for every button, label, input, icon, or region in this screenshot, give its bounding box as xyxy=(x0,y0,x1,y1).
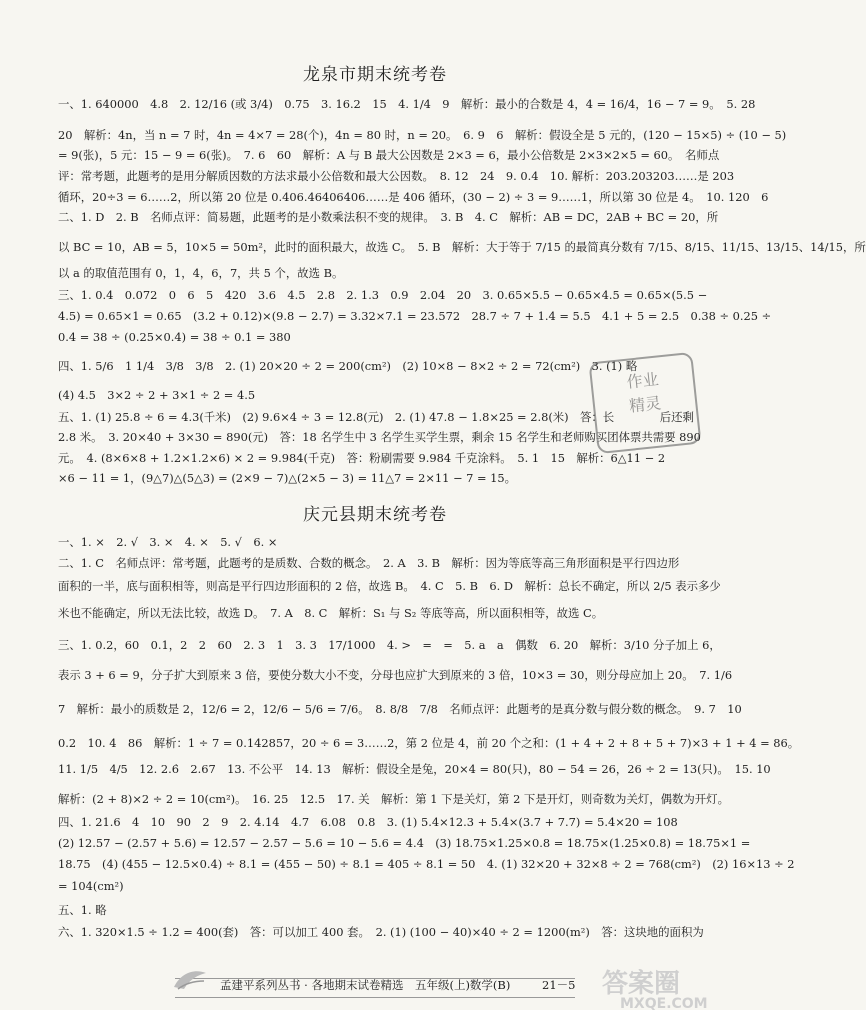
text-line: 四、1. 21.6 4 10 90 2 9 2. 4.14 4.7 6.08 0.8 3. (1) 5.4×12.3 + 5.4×(3.7 + 7.7) = 5.4×20 = 108 xyxy=(58,815,678,829)
site-watermark xyxy=(600,966,748,1010)
text-line: 18.75 (4) (455 − 12.5×0.4) ÷ 8.1 = (455 − 50) ÷ 8.1 = 405 ÷ 8.1 = 50 4. (1) 32×20 + 32×8 ÷ 2 = 768(cm²) (2) 16×13 ÷ 2 xyxy=(58,857,795,871)
text-line: 六、1. 320×1.5 ÷ 1.2 = 400(套) 答：可以加工 400 套。 2. (1) (100 − 40)×40 ÷ 2 = 1200(m²) 答：这块地的面积为 xyxy=(58,925,704,939)
text-line: 解析：(2 + 8)×2 ÷ 2 = 10(cm²)。 16. 25 12.5 17. 关 解析：第 1 下是关灯，第 2 下是开灯，则奇数为关灯，偶数为开灯。 xyxy=(58,792,729,806)
svg-text:作业: 作业 xyxy=(625,369,660,392)
text-line: 米也不能确定，所以无法比较，故选 D。 7. A 8. C 解析：S₁ 与 S₂ 等底等高，所以面积相等，故选 C。 xyxy=(58,606,604,620)
publisher-logo-icon xyxy=(172,967,208,993)
text-line: (2) 12.57 − (2.57 + 5.6) = 12.57 − 2.57 − 5.6 = 10 − 5.6 = 4.4 (3) 18.75×1.25×0.8 = 18.75×(1.25×0.8) = 18.75×1 = xyxy=(58,836,751,850)
text-line: (4) 4.5 3×2 ÷ 2 + 3×1 ÷ 2 = 4.5 xyxy=(58,388,256,402)
text-line: 7 解析：最小的质数是 2，12/6 = 2，12/6 − 5/6 = 7/6。 8. 8/8 7/8 名师点评：此题考的是真分数与假分数的概念。 9. 7 10 xyxy=(58,702,742,716)
section-title-longquan: 龙泉市期末统考卷 xyxy=(303,65,447,85)
text-line: 元。 4. (8×6×8 + 1.2×1.2×6) × 2 = 9.984(千克) 答：粉刷需要 9.984 千克涂料。 5. 1 15 解析：6△11 − 2 xyxy=(58,451,666,465)
svg-text:答案圈: 答案圈 xyxy=(602,969,681,999)
text-line: 0.2 10. 4 86 解析：1 ÷ 7 = 0.142857，20 ÷ 6 = 3……2，第 2 位是 4，前 20 个之和：(1 + 4 + 2 + 8 + 5 + 7)×3 + 1 + 4 = 86。 xyxy=(58,736,800,750)
svg-text:精灵: 精灵 xyxy=(628,393,663,416)
stamp-seal xyxy=(586,352,704,456)
section-title-qingyuan: 庆元县期末统考卷 xyxy=(303,505,447,525)
text-line: 以 BC = 10，AB = 5，10×5 = 50m²，此时的面积最大，故选 C。 5. B 解析：大于等于 7/15 的最简真分数有 7/15、8/15、11/15、13/15、14/15，所 xyxy=(58,240,866,254)
footer-series-text: 孟建平系列丛书 · 各地期末试卷精选 五年级(上)数学(B) xyxy=(220,978,511,992)
text-line: 一、1. × 2. √ 3. × 4. × 5. √ 6. × xyxy=(58,535,278,549)
text-line: 循环，20÷3 = 6……2，所以第 20 位是 0.406.46406406……是 406 循环，(30 − 2) ÷ 3 = 9……1，所以第 30 位是 4。 10. 120 6 xyxy=(58,190,769,204)
text-line: 表示 3 + 6 = 9，分子扩大到原来 3 倍，要使分数大小不变，分母也应扩大到原来的 3 倍，10×3 = 30，则分母应加上 20。 7. 1/6 xyxy=(58,668,733,682)
text-line: 四、1. 5/6 1 1/4 3/8 3/8 2. (1) 20×20 ÷ 2 = 200(cm²) (2) 10×8 − 8×2 ÷ 2 = 72(cm²) 3. (1) 略 xyxy=(58,359,638,373)
text-line: ×6 − 11 = 1，(9△7)△(5△3) = (2×9 − 7)△(2×5 − 3) = 11△7 = 2×11 − 7 = 15。 xyxy=(58,471,517,485)
text-line: 2.8 米。 3. 20×40 + 3×30 = 890(元) 答：18 名学生中 3 名学生买学生票，剩余 15 名学生和老师购买团体票共需要 890 xyxy=(58,430,701,444)
text-line: = 9(张)，5 元：15 − 9 = 6(张)。 7. 6 60 解析：A 与 B 最大公因数是 2×3 = 6，最小公倍数是 2×3×2×5 = 60。 名师点 xyxy=(58,148,720,162)
svg-text:MXQE.COM: MXQE.COM xyxy=(620,996,708,1010)
text-line: 一、1. 640000 4.8 2. 12/16 (或 3/4) 0.75 3. 16.2 15 4. 1/4 9 解析：最小的合数是 4，4 = 16/4，16 − 7 = 9。 5. 28 xyxy=(58,97,756,111)
text-line: 评：常考题，此题考的是用分解质因数的方法求最小公倍数和最大公因数。 8. 12 24 9. 0.4 10. 解析：203.203203……是 203 xyxy=(58,169,735,183)
text-line: = 104(cm²) xyxy=(58,879,124,893)
text-line: 二、1. D 2. B 名师点评：简易题，此题考的是小数乘法积不变的规律。 3. B 4. C 解析：AB = DC，2AB + BC = 20，所 xyxy=(58,210,719,224)
text-line: 三、1. 0.2，60 0.1，2 2 60 2. 3 1 3. 3 17/1000 4. > = = 5. a a 偶数 6. 20 解析：3/10 分子加上 6， xyxy=(58,638,721,652)
text-line: 五、1. (1) 25.8 ÷ 6 = 4.3(千米) (2) 9.6×4 ÷ 3 = 12.8(元) 2. (1) 47.8 − 1.8×25 = 2.8(米) 答：长 后还剩 xyxy=(58,410,694,424)
text-line: 11. 1/5 4/5 12. 2.6̇ 2.67 13. 不公平 14. 13 解析：假设全是兔，20×4 = 80(只)，80 − 54 = 26，26 ÷ 2 = 13(只)。 15. 10 xyxy=(58,762,771,776)
text-line: 4.5) = 0.65×1 = 0.65 (3.2 + 0.12)×(9.8 − 2.7) = 3.32×7.1 = 23.572 28.7 ÷ 7 + 1.4 = 5.5 4.1 + 5 = 2.5 0.38 ÷ 0.25 ÷ xyxy=(58,309,772,323)
text-line: 面积的一半，底与面积相等，则高是平行四边形面积的 2 倍，故选 B。 4. C 5. B 6. D 解析：总长不确定，所以 2/5 表示多少 xyxy=(58,579,721,593)
page-number: 21－5 xyxy=(542,978,576,992)
text-line: 20 解析：4n，当 n = 7 时，4n = 4×7 = 28(个)，4n = 80 时，n = 20。 6. 9 6 解析：假设全是 5 元的，(120 − 15×5) ÷ (10 − 5) xyxy=(58,128,787,142)
text-line: 二、1. C 名师点评：常考题，此题考的是质数、合数的概念。 2. A 3. B 解析：因为等底等高三角形面积是平行四边形 xyxy=(58,556,680,570)
text-line: 以 a 的取值范围有 0，1，4，6，7，共 5 个，故选 B。 xyxy=(58,266,344,280)
text-line: 0.4 = 38 ÷ (0.25×0.4) = 38 ÷ 0.1 = 380 xyxy=(58,330,291,344)
text-line: 五、1. 略 xyxy=(58,903,107,917)
text-line: 三、1. 0.4 0.072 0 6 5 420 3.6 4.5 2.8 2. 1.3 0.9 2.04 20 3. 0.65×5.5 − 0.65×4.5 = 0.65×(5.5 − xyxy=(58,288,708,302)
